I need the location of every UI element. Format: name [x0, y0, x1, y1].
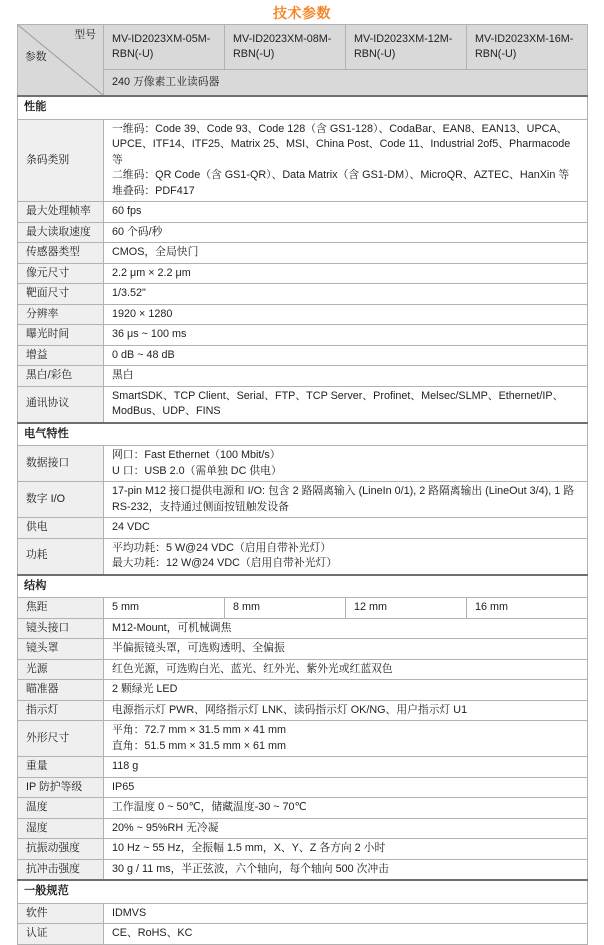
spec-value: 红色光源，可选购白光、蓝光、红外光、紫外光或红蓝双色	[104, 659, 588, 680]
spec-row	[18, 482, 588, 518]
spec-row	[18, 903, 588, 924]
spec-label: 像元尺寸	[18, 263, 104, 284]
spec-label: 抗冲击强度	[18, 859, 104, 880]
spec-label: 数字 I/O	[18, 482, 104, 518]
spec-value: 36 μs ~ 100 ms	[104, 325, 588, 346]
spec-row	[18, 119, 588, 202]
spec-row	[18, 757, 588, 778]
spec-value: 半偏振镜头罩，可选购透明、全偏振	[104, 639, 588, 660]
model-header: MV-ID2023XM-05M-RBN(-U)	[104, 25, 225, 70]
spec-value	[104, 721, 588, 757]
spec-value: 8 mm	[225, 598, 346, 619]
spec-row	[18, 818, 588, 839]
spec-row	[18, 222, 588, 243]
spec-value: 60 个码/秒	[104, 222, 588, 243]
spec-label: 镜头罩	[18, 639, 104, 660]
spec-value	[104, 446, 588, 482]
spec-label: 通讯协议	[18, 386, 104, 423]
spec-value-line: 网口：Fast Ethernet（100 Mbit/s）	[112, 449, 281, 461]
spec-label: 供电	[18, 518, 104, 539]
spec-row	[18, 680, 588, 701]
spec-row	[18, 243, 588, 264]
spec-row	[18, 263, 588, 284]
corner-param-label: 参数	[25, 51, 47, 63]
spec-row	[18, 700, 588, 721]
spec-value: 黑白	[104, 366, 588, 387]
spec-label: 软件	[18, 903, 104, 924]
spec-label: 最大读取速度	[18, 222, 104, 243]
page-title: 技术参数	[273, 5, 331, 21]
spec-value: 2.2 μm × 2.2 μm	[104, 263, 588, 284]
spec-value: 1920 × 1280	[104, 304, 588, 325]
spec-label: 抗振动强度	[18, 839, 104, 860]
section-row	[18, 96, 588, 119]
spec-row	[18, 366, 588, 387]
spec-label: 增益	[18, 345, 104, 366]
spec-value: 1/3.52"	[104, 284, 588, 305]
spec-label: 外形尺寸	[18, 721, 104, 757]
spec-value: 118 g	[104, 757, 588, 778]
spec-label: 靶面尺寸	[18, 284, 104, 305]
spec-value	[104, 119, 588, 202]
spec-row	[18, 386, 588, 423]
spec-value	[104, 538, 588, 575]
spec-value-line: 一维码：Code 39、Code 93、Code 128（含 GS1-128）、CodaBar、EAN8、EAN13、UPCA、UPCE、ITF14、ITF25、Matrix 25、MSI、China Post、Code 11、Industrial 2of5、Pharmacode 等	[112, 122, 571, 166]
spec-row	[18, 659, 588, 680]
spec-label: 焦距	[18, 598, 104, 619]
spec-value: 60 fps	[104, 202, 588, 223]
spec-value: CMOS，全局快门	[104, 243, 588, 264]
spec-label: 湿度	[18, 818, 104, 839]
spec-row	[18, 639, 588, 660]
spec-row	[18, 859, 588, 880]
spec-row	[18, 839, 588, 860]
spec-label: 瞄准器	[18, 680, 104, 701]
spec-value: 30 g / 11 ms，半正弦波，六个轴向，每个轴向 500 次冲击	[104, 859, 588, 880]
spec-value: IP65	[104, 777, 588, 798]
spec-row	[18, 345, 588, 366]
spec-value: 10 Hz ~ 55 Hz，全振幅 1.5 mm，X、Y、Z 各方向 2 小时	[104, 839, 588, 860]
product-line: 240 万像素工业读码器	[104, 70, 588, 96]
spec-value: 20% ~ 95%RH 无冷凝	[104, 818, 588, 839]
spec-table	[17, 24, 588, 945]
corner-model-label: 型号	[74, 29, 96, 41]
spec-value-line: 二维码：QR Code（含 GS1-QR）、Data Matrix（含 GS1-DM）、MicroQR、AZTEC、HanXin 等	[112, 169, 570, 181]
spec-row	[18, 202, 588, 223]
spec-value-line: 堆叠码：PDF417	[112, 184, 195, 197]
section-header: 性能	[18, 96, 588, 119]
spec-value: IDMVS	[104, 903, 588, 924]
spec-label: 镜头接口	[18, 618, 104, 639]
spec-value-line: 直角：51.5 mm × 31.5 mm × 61 mm	[112, 739, 286, 752]
spec-label: 指示灯	[18, 700, 104, 721]
spec-label: 分辨率	[18, 304, 104, 325]
spec-value: M12-Mount，可机械调焦	[104, 618, 588, 639]
spec-label: 认证	[18, 924, 104, 945]
spec-value: 17-pin M12 接口提供电源和 I/O: 包含 2 路隔离输入 (LineIn 0/1), 2 路隔离输出 (LineOut 3/4), 1 路 RS-232，支持通过侧面按钮触发设备	[104, 482, 588, 518]
spec-label: 功耗	[18, 538, 104, 575]
spec-label: 温度	[18, 798, 104, 819]
spec-value: 工作温度 0 ~ 50℃，储藏温度-30 ~ 70℃	[104, 798, 588, 819]
spec-row	[18, 798, 588, 819]
spec-value: 16 mm	[467, 598, 588, 619]
header-row	[18, 25, 588, 70]
spec-row	[18, 518, 588, 539]
spec-label: 黑白/彩色	[18, 366, 104, 387]
spec-value: 5 mm	[104, 598, 225, 619]
spec-value: SmartSDK、TCP Client、Serial、FTP、TCP Server、Profinet、Melsec/SLMP、Ethernet/IP、ModBus、UDP、FINS	[104, 386, 588, 423]
section-header: 一般规范	[18, 880, 588, 903]
spec-row	[18, 618, 588, 639]
spec-label: 最大处理帧率	[18, 202, 104, 223]
spec-row	[18, 538, 588, 575]
spec-label: 数据接口	[18, 446, 104, 482]
spec-value: CE、RoHS、KC	[104, 924, 588, 945]
spec-row	[18, 598, 588, 619]
spec-row	[18, 284, 588, 305]
spec-label: 条码类别	[18, 119, 104, 202]
section-row	[18, 423, 588, 446]
spec-label: 曝光时间	[18, 325, 104, 346]
spec-row	[18, 777, 588, 798]
spec-row	[18, 446, 588, 482]
spec-value: 12 mm	[346, 598, 467, 619]
spec-value-line: 平均功耗：5 W@24 VDC（启用自带补光灯）	[112, 541, 332, 554]
spec-label: IP 防护等级	[18, 777, 104, 798]
corner-cell	[18, 25, 104, 97]
spec-value: 2 颗绿光 LED	[104, 680, 588, 701]
model-header: MV-ID2023XM-08M-RBN(-U)	[225, 25, 346, 70]
spec-row	[18, 304, 588, 325]
spec-row	[18, 924, 588, 945]
spec-label: 光源	[18, 659, 104, 680]
section-header: 结构	[18, 575, 588, 598]
spec-value-line: U 口：USB 2.0（需单独 DC 供电）	[112, 464, 282, 477]
spec-label: 传感器类型	[18, 243, 104, 264]
spec-value-line: 最大功耗：12 W@24 VDC（启用自带补光灯）	[112, 557, 338, 569]
spec-value: 0 dB ~ 48 dB	[104, 345, 588, 366]
spec-row	[18, 325, 588, 346]
section-header: 电气特性	[18, 423, 588, 446]
spec-label: 重量	[18, 757, 104, 778]
model-header: MV-ID2023XM-16M-RBN(-U)	[467, 25, 588, 70]
spec-row	[18, 721, 588, 757]
spec-value: 电源指示灯 PWR、网络指示灯 LNK、读码指示灯 OK/NG、用户指示灯 U1	[104, 700, 588, 721]
spec-value: 24 VDC	[104, 518, 588, 539]
section-row	[18, 575, 588, 598]
model-header: MV-ID2023XM-12M-RBN(-U)	[346, 25, 467, 70]
section-row	[18, 880, 588, 903]
spec-value-line: 平角：72.7 mm × 31.5 mm × 41 mm	[112, 724, 286, 736]
